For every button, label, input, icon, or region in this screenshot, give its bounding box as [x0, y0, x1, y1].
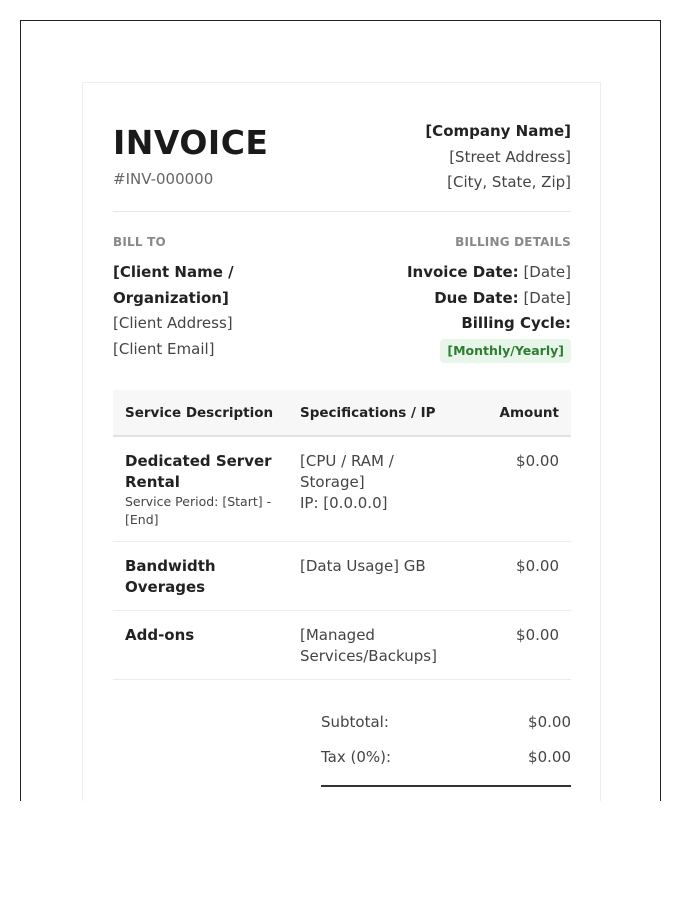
subtotal-label: Subtotal:: [321, 713, 389, 731]
company-city: [City, State, Zip]: [447, 173, 571, 191]
client-address: [Client Address]: [113, 314, 233, 332]
billing-cycle-row: [407, 311, 571, 337]
service-name: Bandwidth Overages: [125, 557, 216, 596]
service-cell: [113, 436, 288, 542]
client-name-line1: [Client Name /: [113, 263, 234, 281]
page-frame: [20, 20, 661, 801]
client-email: [Client Email]: [113, 339, 215, 358]
service-name: Dedicated Server Rental: [125, 452, 272, 491]
subtotal-value: $0.00: [528, 713, 571, 731]
spec-ip: IP: [0.0.0.0]: [300, 494, 388, 512]
amount-cell: $0.00: [463, 611, 571, 680]
spec-line: [Managed Services/Backups]: [300, 626, 437, 665]
spec-cell: [288, 542, 463, 611]
header-amount: Amount: [463, 390, 571, 436]
amount-cell: $0.00: [463, 542, 571, 611]
spec-cell: [288, 436, 463, 542]
subtotal-row: [321, 705, 571, 740]
billing-details: [407, 260, 571, 363]
table-row: [113, 436, 571, 542]
service-cell: [113, 542, 288, 611]
invoice-date-value: [Date]: [523, 263, 571, 281]
service-period: Service Period: [Start] - [End]: [125, 494, 272, 527]
invoice-number: #INV-000000: [113, 170, 214, 188]
services-table: [113, 390, 571, 680]
company-info: [425, 119, 571, 196]
company-street: [Street Address]: [449, 147, 571, 166]
billing-cycle-badge: [Monthly/Yearly]: [440, 339, 571, 363]
spec-cell: [288, 611, 463, 680]
table-row: [113, 542, 571, 611]
table-header-row: [113, 390, 571, 436]
amount-cell: $0.00: [463, 436, 571, 542]
invoice-date-label: Invoice Date:: [406, 263, 519, 281]
header-service-description: Service Description: [113, 390, 288, 436]
invoice-title: INVOICE: [113, 123, 269, 162]
client-info: [113, 260, 313, 362]
header-divider: [113, 211, 571, 212]
invoice-date-row: [407, 260, 571, 286]
billing-details-label: BILLING DETAILS: [455, 235, 571, 249]
table-row: [113, 611, 571, 680]
tax-label: Tax (0%):: [321, 748, 392, 766]
client-name-line2: Organization]: [113, 288, 229, 307]
totals-divider: [321, 785, 571, 787]
header-specifications: Specifications / IP: [288, 390, 463, 436]
totals-block: [321, 705, 571, 787]
billing-cycle-label: Billing Cycle:: [461, 314, 571, 332]
service-cell: [113, 611, 288, 680]
invoice-card: [82, 82, 601, 801]
due-date-label: Due Date:: [434, 288, 519, 307]
due-date-value: [Date]: [523, 288, 571, 307]
tax-row: [321, 740, 571, 775]
service-name: Add-ons: [125, 626, 195, 644]
company-name: [Company Name]: [425, 122, 571, 140]
spec-line: [Data Usage] GB: [300, 557, 426, 575]
due-date-row: [407, 286, 571, 312]
tax-value: $0.00: [528, 748, 571, 766]
spec-line: [CPU / RAM / Storage]: [300, 452, 394, 491]
bill-to-label: BILL TO: [113, 235, 166, 249]
